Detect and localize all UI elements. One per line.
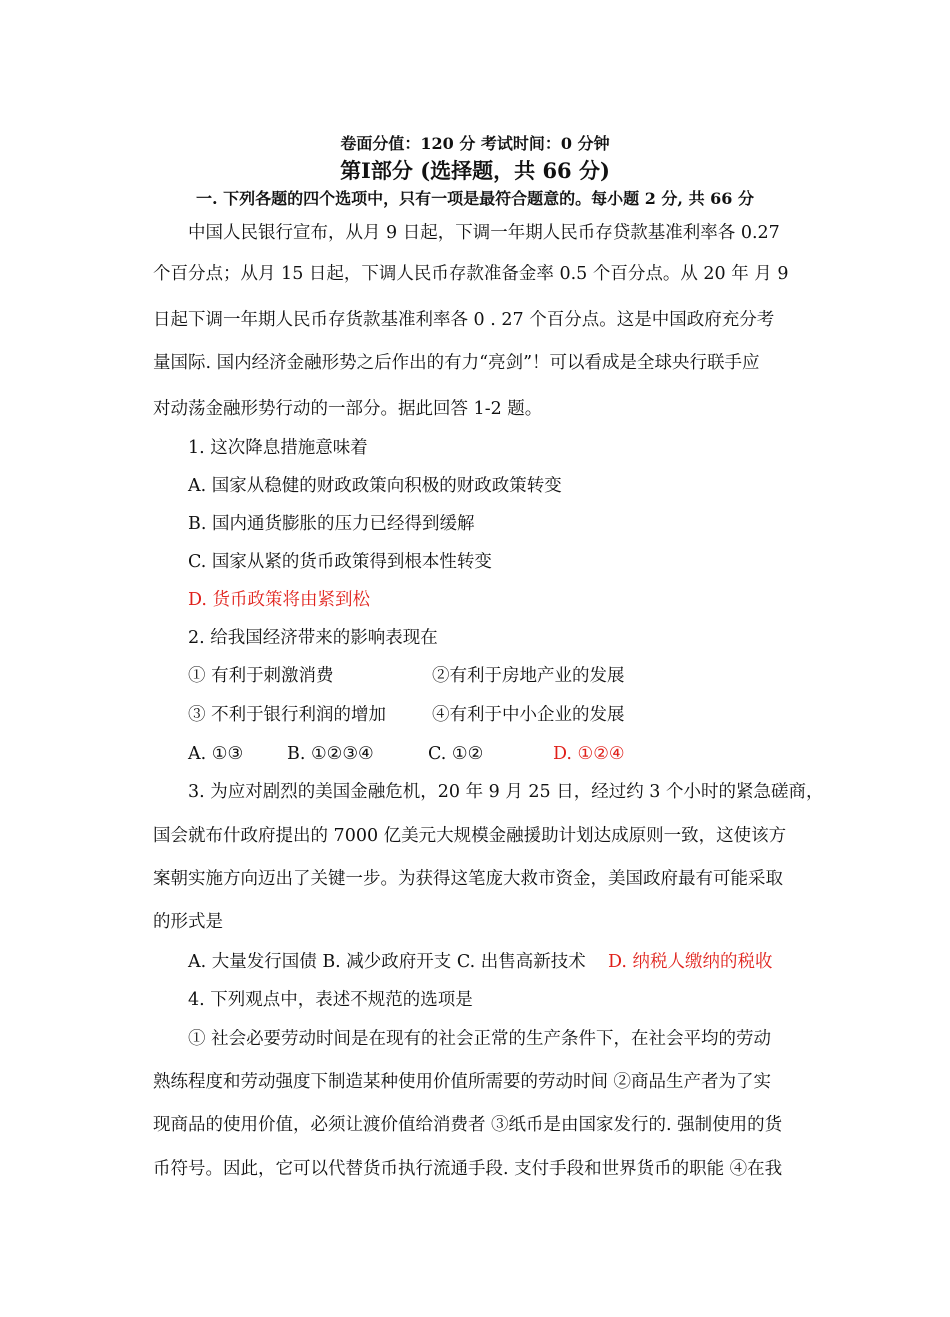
- question-3-line: 的形式是: [153, 912, 223, 932]
- passage-line: 量国际. 国内经济金融形势之后作出的有力“亮剑”！可以看成是全球央行联手应: [153, 353, 760, 373]
- question-1-option-d-answer: D. 货币政策将由紧到松: [188, 590, 371, 610]
- question-3-options: A. 大量发行国债 B. 减少政府开支 C. 出售高新技术: [188, 952, 586, 972]
- exam-info: 卷面分值：120 分 考试时间：0 分钟: [340, 134, 610, 153]
- question-2-item-2: ②有利于房地产业的发展: [432, 666, 625, 686]
- section-instruction: 一. 下列各题的四个选项中，只有一项是最符合题意的。每小题 2 分, 共 66 分: [196, 189, 754, 208]
- question-1-stem: 1. 这次降息措施意味着: [188, 438, 368, 458]
- question-4-line: 币符号。因此，它可以代替货币执行流通手段. 支付手段和世界货币的职能 ④在我: [153, 1159, 783, 1179]
- question-2-option-b: B. ①②③④: [287, 744, 374, 764]
- question-1-option-a: A. 国家从稳健的财政政策向积极的财政政策转变: [188, 476, 562, 496]
- question-1-option-b: B. 国内通货膨胀的压力已经得到缓解: [188, 514, 475, 534]
- passage-line: 对动荡金融形势行动的一部分。据此回答 1-2 题。: [153, 399, 543, 419]
- question-3-line: 国会就布什政府提出的 7000 亿美元大规模金融援助计划达成原则一致，这使该方: [153, 826, 787, 846]
- question-4-line: 熟练程度和劳动强度下制造某种使用价值所需要的劳动时间 ②商品生产者为了实: [153, 1072, 772, 1092]
- question-3-answer: D. 纳税人缴纳的税收: [608, 952, 773, 972]
- passage-line: 个百分点；从月 15 日起，下调人民币存款准备金率 0.5 个百分点。从 20 年 月 9: [153, 264, 789, 284]
- question-2-item-1: ① 有利于刺激消费: [188, 666, 334, 686]
- passage-line: 日起下调一年期人民币存货款基准利率各 0 . 27 个百分点。这是中国政府充分考: [153, 310, 775, 330]
- question-3-line: 案朝实施方向迈出了关键一步。为获得这笔庞大救市资金，美国政府最有可能采取: [153, 869, 783, 889]
- question-2-stem: 2. 给我国经济带来的影响表现在: [188, 628, 438, 648]
- question-1-option-c: C. 国家从紧的货币政策得到根本性转变: [188, 552, 492, 572]
- question-2-option-d-answer: D. ①②④: [553, 744, 625, 764]
- question-4-line: ① 社会必要劳动时间是在现有的社会正常的生产条件下，在社会平均的劳动: [188, 1029, 772, 1049]
- question-2-option-c: C. ①②: [428, 744, 484, 764]
- question-3-line: 3. 为应对剧烈的美国金融危机，20 年 9 月 25 日，经过约 3 个小时的紧急磋商，: [188, 782, 824, 802]
- part-title: 第Ⅰ部分 (选择题，共 66 分): [340, 158, 610, 183]
- question-2-item-4: ④有利于中小企业的发展: [432, 705, 625, 725]
- question-4-line: 现商品的使用价值，必须让渡价值给消费者 ③纸币是由国家发行的. 强制使用的货: [153, 1115, 783, 1135]
- question-4-stem: 4. 下列观点中，表述不规范的选项是: [188, 990, 473, 1010]
- question-2-item-3: ③ 不利于银行利润的增加: [188, 705, 387, 725]
- question-2-option-a: A. ①③: [188, 744, 244, 764]
- passage-line: 中国人民银行宣布，从月 9 日起，下调一年期人民币存贷款基准利率各 0.27: [188, 223, 780, 243]
